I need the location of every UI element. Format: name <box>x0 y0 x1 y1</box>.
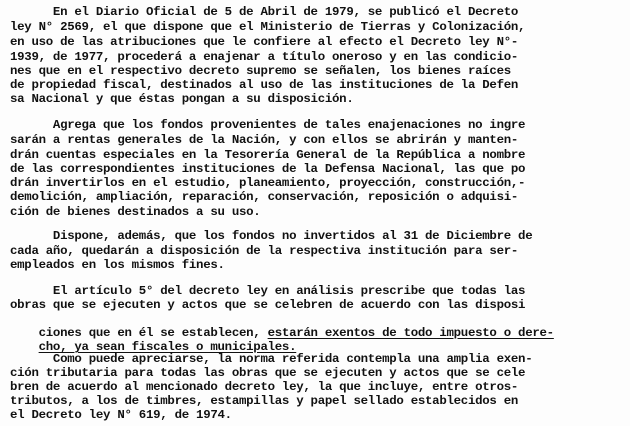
paragraph-5-line-5: el Decreto ley N° 619, de 1974. <box>10 408 232 422</box>
paragraph-3-line-2: cada año, quedarán a disposición de la respectiva institución para ser- <box>10 244 519 258</box>
paragraph-4-line-2: obras que se ejecuten y actos que se celebren de acuerdo con las disposi <box>10 298 526 312</box>
paragraph-4-line-1: El artículo 5° del decreto ley en análisis prescribe que todas las <box>10 284 526 298</box>
paragraph-2-line-1: Agrega que los fondos provenientes de tales enajenaciones no ingre <box>10 118 526 132</box>
paragraph-4-line-3-text: ciones que en él se establecen, <box>38 326 268 340</box>
paragraph-1-line-2: ley N° 2569, el que dispone que el Ministerio de Tierras y Colonización, <box>10 20 526 34</box>
paragraph-3-line-1: Dispone, además, que los fondos no invertidos al 31 de Diciembre de <box>10 229 533 243</box>
underlined-exemption-text-1: estarán exentos de todo impuesto o dere- <box>267 326 554 340</box>
paragraph-2-line-3: drán cuentas especiales en la Tesorería General de la República a nombre <box>10 148 526 162</box>
paragraph-2-line-5: drán invertirlos en el estudio, planeamiento, proyección, construcción,- <box>10 176 526 190</box>
paragraph-5-line-4: tributos, a los de timbres, estampillas y papel sellado establecidos en <box>10 394 519 408</box>
paragraph-3-line-3: empleados en los mismos fines. <box>10 258 225 272</box>
paragraph-1-line-7: sa Nacional y que éstas pongan a su disposición. <box>10 92 354 106</box>
paragraph-1-line-1: En el Diario Oficial de 5 de Abril de 1979, se publicó el Decreto <box>10 5 519 19</box>
paragraph-2-line-7: ción de bienes destinados a su uso. <box>10 205 261 219</box>
paragraph-2-line-6: demolición, ampliación, reparación, conservación, reposición o adquisi- <box>10 190 519 204</box>
paragraph-1-line-3: en uso de las atribuciones que le confiere al efecto el Decreto ley N°- <box>10 35 519 49</box>
paragraph-1-line-5: nes que en el respectivo decreto supremo se señalen, los bienes raíces <box>10 64 511 78</box>
paragraph-5-line-3: bren de acuerdo al mencionado decreto ley, la que incluye, entre otros- <box>10 380 519 394</box>
paragraph-5-line-1: Como puede apreciarse, la norma referida contempla una amplia exen- <box>10 352 533 366</box>
paragraph-2-line-2: sarán a rentas generales de la Nación, y con ellos se abrirán y manten- <box>10 133 519 147</box>
paragraph-1-line-6: de propiedad fiscal, destinados al uso de las instituciones de la Defen <box>10 78 519 92</box>
paragraph-5-line-2: ción tributaria para todas las obras que se ejecuten y actos que se cele <box>10 366 526 380</box>
underlined-exemption-text-2: cho, ya sean fiscales o municipales. <box>38 340 297 354</box>
paragraph-2-line-4: de las correspondientes instituciones de la Defensa Nacional, las que po <box>10 162 526 176</box>
paragraph-1-line-4: 1939, de 1977, procederá a enajenar a título oneroso y en las condicio- <box>10 50 519 64</box>
